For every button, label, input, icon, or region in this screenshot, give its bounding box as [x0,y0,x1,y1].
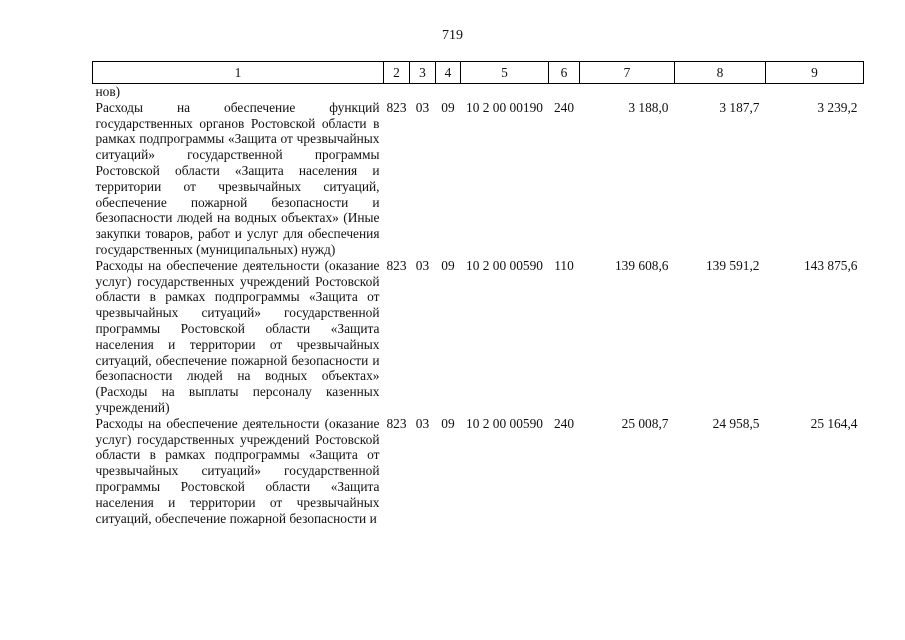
amount-col-8: 24 958,5 [712,415,760,431]
header-col-9: 9 [766,62,864,84]
amount-col-7: 25 008,7 [621,415,669,431]
header-col-8: 8 [675,62,766,84]
ministry-code: 823 [386,257,407,273]
table-row [93,258,864,416]
amount-col-9: 143 875,6 [803,257,858,273]
amount-col-7: 139 608,6 [614,257,669,273]
ministry-code: 823 [386,415,407,431]
section-code: 03 [415,99,430,115]
header-col-2: 2 [384,62,410,84]
header-row [93,62,864,84]
row-description: Расходы на обеспечение функций государственных органов Ростовской области в рамках подпрограммы «Защита от чрезвычайных ситуаций» государственной программы Ростовской области «Защита населения и территории от чрезвычайных ситуаций, обеспечение пожарной безопасности и безопасности людей на водных объектах» (Иные закупки товаров, работ и услуг для обеспечения государственных (муниципальных) нужд) [95,99,380,257]
amount-col-8: 139 591,2 [705,257,760,273]
header-col-5: 5 [461,62,549,84]
section-code: 03 [415,257,430,273]
row-description: Расходы на обеспечение деятельности (оказание услуг) государственных учреждений Ростовской области в рамках подпрограммы «Защита от чрезвычайных ситуаций» государственной программы Ростовской области «Защита населения и территории от чрезвычайных ситуаций, обеспечение пожарной безопасности и безопасности людей на водных объектах» (Расходы на выплаты персоналу казенных учреждений) [95,257,380,415]
expense-type-code: 240 [553,99,575,115]
continuation-row [93,84,864,100]
target-article-code: 10 2 00 00590 [466,257,543,273]
subsection-code: 09 [441,415,455,431]
subsection-code: 09 [441,257,455,273]
budget-table [92,61,864,526]
expense-type-code: 110 [554,257,574,273]
expense-type-code: 240 [553,415,575,431]
amount-col-8: 3 187,7 [719,99,760,115]
target-article-code: 10 2 00 00190 [466,99,543,115]
target-article-code: 10 2 00 00590 [466,415,543,431]
continuation-text: нов) [95,84,121,99]
amount-col-9: 25 164,4 [810,415,858,431]
row-description: Расходы на обеспечение деятельности (оказание услуг) государственных учреждений Ростовской области в рамках подпрограммы «Защита от чрезвычайных ситуаций» государственной программы Ростовской области «Защита населения и территории от чрезвычайных ситуаций, обеспечение пожарной безопасности и [95,415,380,526]
amount-col-9: 3 239,2 [817,99,858,115]
amount-col-7: 3 188,0 [628,99,669,115]
header-col-3: 3 [410,62,436,84]
header-col-6: 6 [549,62,580,84]
ministry-code: 823 [386,99,407,115]
subsection-code: 09 [441,99,455,115]
header-col-1: 1 [93,62,384,84]
table-row [93,416,864,527]
header-col-4: 4 [436,62,461,84]
page-number: 719 [442,28,463,43]
table-row [93,100,864,258]
header-col-7: 7 [580,62,675,84]
section-code: 03 [415,415,430,431]
